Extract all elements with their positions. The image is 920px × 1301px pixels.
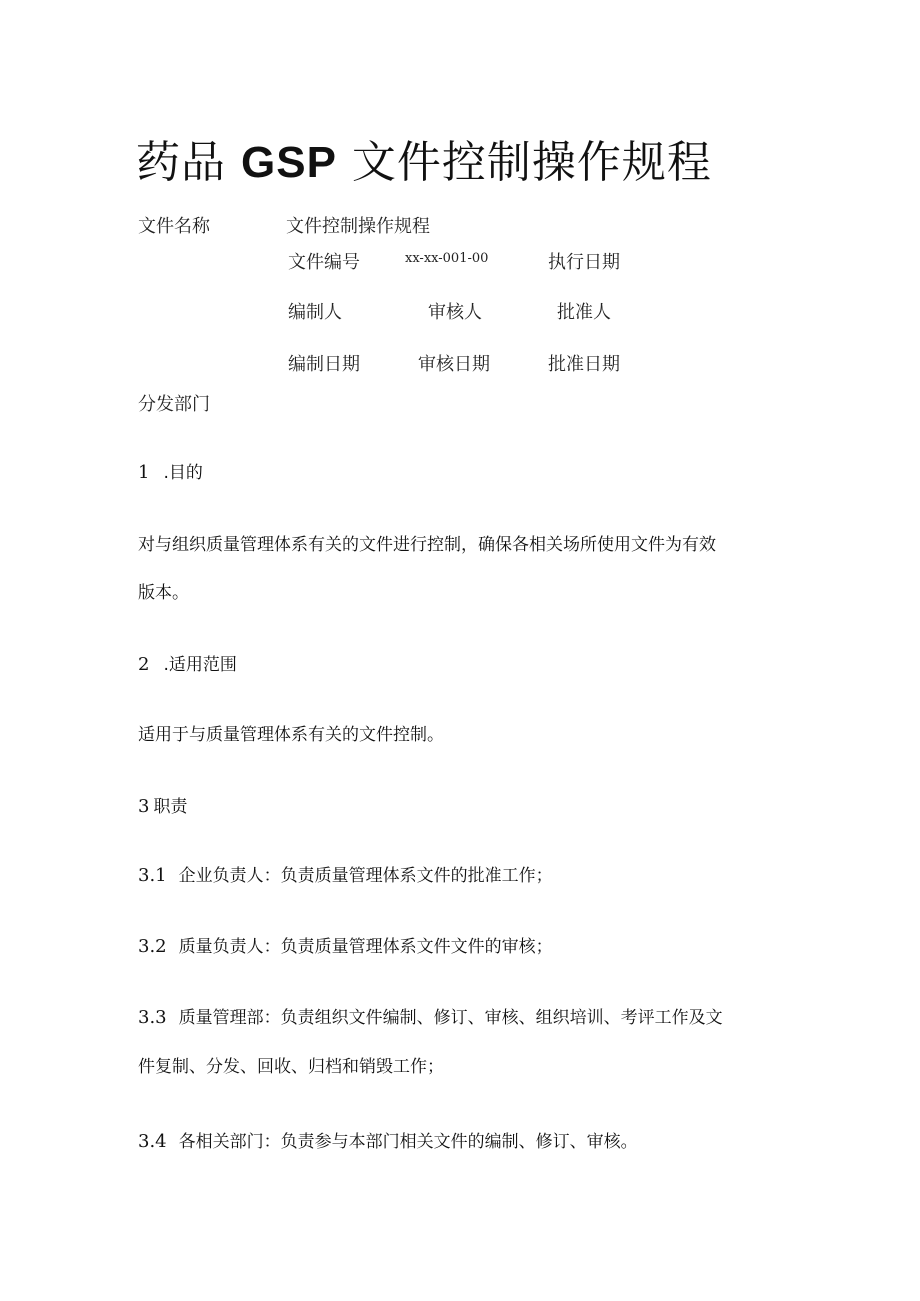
- approver-label: 批准人: [557, 302, 611, 323]
- section-1-title: .目的: [163, 463, 203, 483]
- item-3-4: [138, 1127, 638, 1152]
- item-3-3-text-line2: 件复制、分发、回收、归档和销毁工作；: [138, 1057, 444, 1077]
- section-3-number: 3: [138, 796, 150, 817]
- item-3-1-text: 企业负责人：负责质量管理体系文件的批准工作；: [178, 866, 553, 886]
- section-2-title: .适用范围: [163, 655, 237, 675]
- section-1-body-line1: 对与组织质量管理体系有关的文件进行控制，确保各相关场所使用文件为有效: [138, 535, 716, 555]
- item-3-3-text-line1: 质量管理部：负责组织文件编制、修订、审核、组织培训、考评工作及文: [178, 1008, 723, 1028]
- file-number-label: 文件编号: [288, 252, 360, 273]
- exec-date-label: 执行日期: [548, 252, 620, 273]
- distribution-label: 分发部门: [138, 394, 210, 415]
- compiler-label: 编制人: [288, 302, 342, 323]
- approve-date-label: 批准日期: [548, 354, 620, 375]
- section-2-body: 适用于与质量管理体系有关的文件控制。: [138, 725, 444, 745]
- section-1-heading: [138, 458, 203, 483]
- section-3-heading: [138, 792, 187, 817]
- item-3-2-text: 质量负责人：负责质量管理体系文件文件的审核；: [178, 937, 553, 957]
- file-name-label: 文件名称: [138, 216, 210, 237]
- section-3-title: 职责: [153, 797, 188, 817]
- compile-date-label: 编制日期: [288, 354, 360, 375]
- item-3-1-number: 3.1: [138, 865, 167, 886]
- reviewer-label: 审核人: [428, 302, 482, 323]
- section-2-heading: [138, 650, 237, 675]
- section-2-number: 2: [138, 654, 150, 675]
- item-3-1: [138, 861, 553, 886]
- title-gsp: GSP: [241, 138, 337, 187]
- item-3-2-number: 3.2: [138, 936, 167, 957]
- document-title: [136, 126, 712, 190]
- file-name-value: 文件控制操作规程: [286, 216, 430, 237]
- item-3-2: [138, 932, 553, 957]
- file-number-value: xx-xx-001-00: [405, 251, 489, 266]
- item-3-4-number: 3.4: [138, 1131, 167, 1152]
- title-suffix: 文件控制操作规程: [351, 137, 712, 188]
- item-3-3-number: 3.3: [138, 1007, 167, 1028]
- review-date-label: 审核日期: [418, 354, 490, 375]
- section-1-number: 1: [138, 462, 150, 483]
- item-3-3-line1: [138, 1003, 723, 1028]
- section-1-body-line2: 版本。: [138, 583, 189, 603]
- title-prefix: 药品: [136, 137, 226, 188]
- item-3-4-text: 各相关部门：负责参与本部门相关文件的编制、修订、审核。: [178, 1132, 638, 1152]
